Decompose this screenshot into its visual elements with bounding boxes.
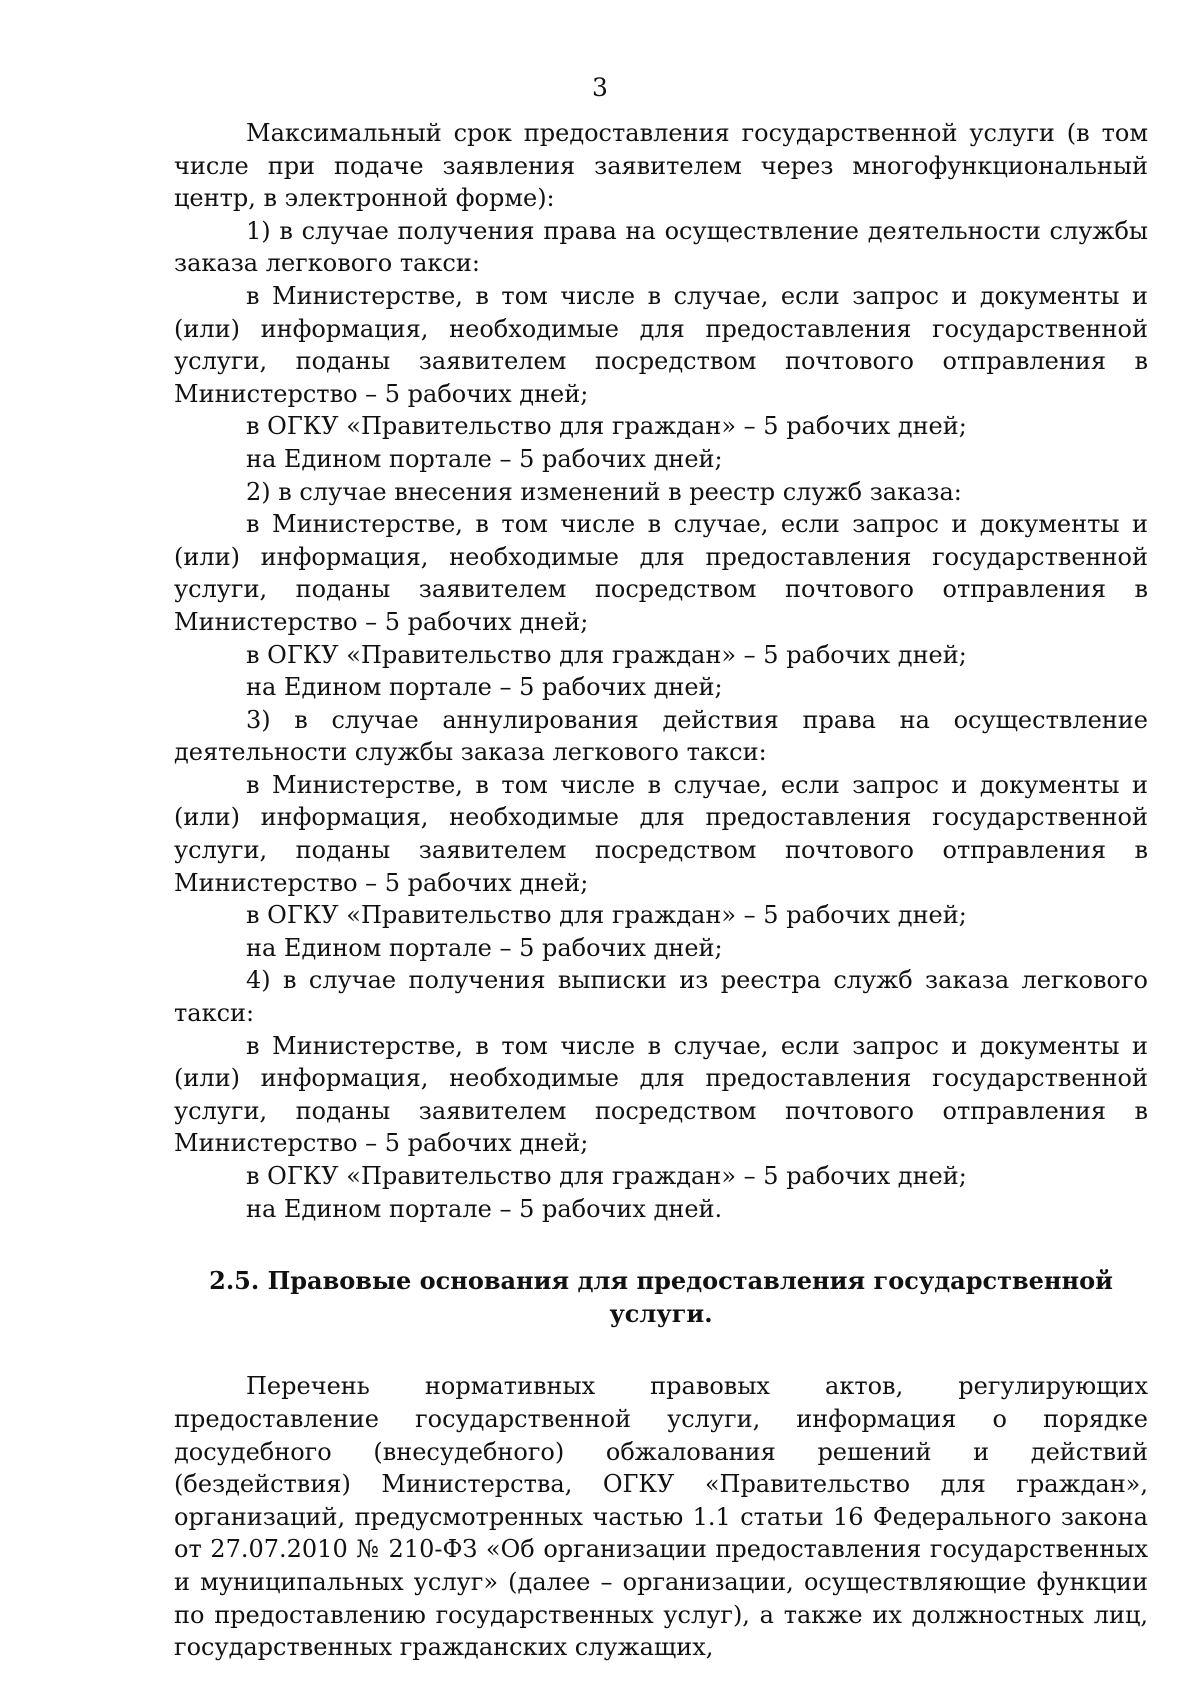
document-body (174, 117, 1148, 1664)
paragraph-ministry: в Министерстве, в том числе в случае, если запрос и документы и (или) информация, необходимые для предоставления государственной услуги, поданы заявителем посредством почтового отправления в Министерство – 5 рабочих дней; (174, 1031, 1148, 1158)
paragraph-portal: на Едином портале – 5 рабочих дней; (246, 933, 723, 962)
list-item-4: 4) в случае получения выписки из реестра служб заказа легкового такси: (174, 966, 1148, 1028)
paragraph-portal: на Едином портале – 5 рабочих дней; (246, 444, 723, 473)
page-number: 3 (592, 73, 608, 102)
list-item-1: 1) в случае получения права на осуществление деятельности службы заказа легкового такси: (174, 216, 1148, 278)
section-heading: 2.5. Правовые основания для предоставления государственной услуги. (209, 1266, 1113, 1328)
paragraph-portal: на Едином портале – 5 рабочих дней; (246, 673, 723, 702)
paragraph-portal: на Едином портале – 5 рабочих дней. (246, 1194, 723, 1223)
paragraph-ministry: в Министерстве, в том числе в случае, если запрос и документы и (или) информация, необходимые для предоставления государственной услуги, поданы заявителем посредством почтового отправления в Министерство – 5 рабочих дней; (174, 770, 1148, 897)
paragraph-ministry: в Министерстве, в том числе в случае, если запрос и документы и (или) информация, необходимые для предоставления государственной услуги, поданы заявителем посредством почтового отправления в Министерство – 5 рабочих дней; (174, 281, 1148, 408)
list-item-2: 2) в случае внесения изменений в реестр служб заказа: (246, 477, 962, 506)
paragraph-ogku: в ОГКУ «Правительство для граждан» – 5 рабочих дней; (246, 901, 967, 930)
paragraph-ministry: в Министерстве, в том числе в случае, если запрос и документы и (или) информация, необходимые для предоставления государственной услуги, поданы заявителем посредством почтового отправления в Министерство – 5 рабочих дней; (174, 510, 1148, 636)
paragraph-max-term: Максимальный срок предоставления государственной услуги (в том числе при подаче заявления заявителем через многофункциональный центр, в электронной форме): (174, 119, 1148, 213)
paragraph-ogku: в ОГКУ «Правительство для граждан» – 5 рабочих дней; (246, 412, 967, 441)
paragraph-ogku: в ОГКУ «Правительство для граждан» – 5 рабочих дней; (246, 1162, 967, 1190)
paragraph-legal-basis: Перечень нормативных правовых актов, регулирующих предоставление государственной услуги, информация о порядке досудебного (внесудебного) обжалования решений и действий (бездействия) Министерства, ОГКУ «Правительство для граждан», организаций, предусмотренных частью 1.1 статьи 16 Федерального закона от 27.07.2010 № 210-ФЗ «Об организации предоставления государственных и муниципальных услуг» (далее – организации, осуществляющие функции по предоставлению государственных услуг), а также их должностных лиц, государственных гражданских служащих, (174, 1372, 1148, 1662)
paragraph-ogku: в ОГКУ «Правительство для граждан» – 5 рабочих дней; (246, 640, 967, 669)
list-item-3: 3) в случае аннулирования действия права на осуществление деятельности службы заказа легкового такси: (174, 705, 1148, 767)
